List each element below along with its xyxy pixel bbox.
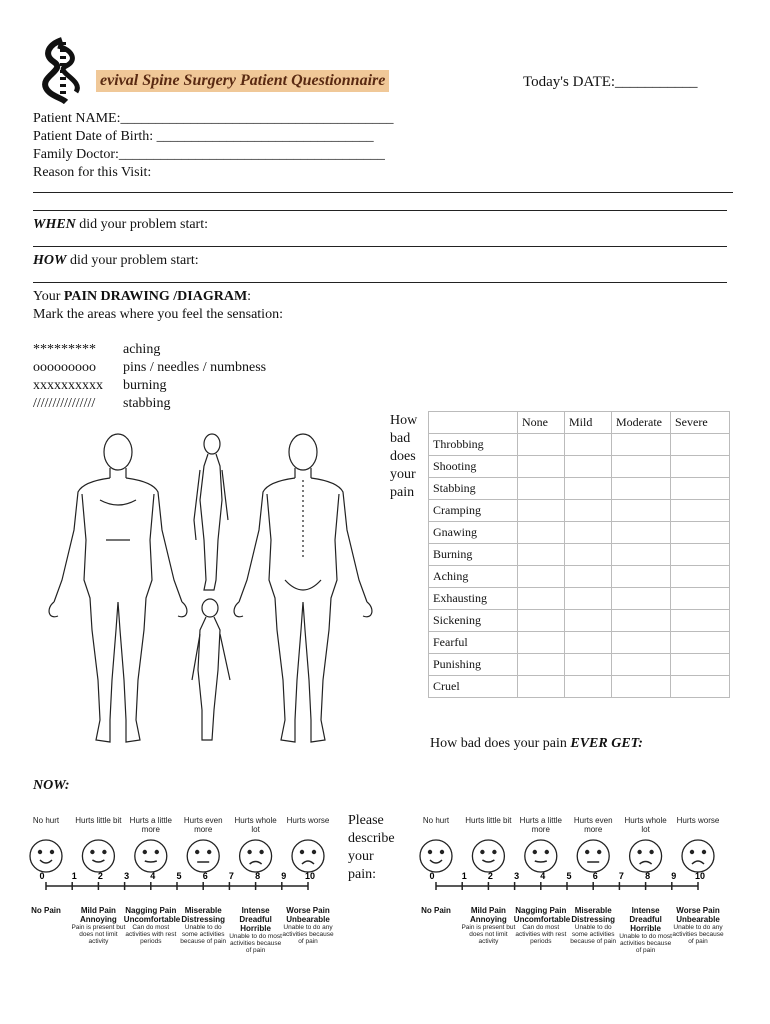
scale-number[interactable]: 3 xyxy=(124,871,130,881)
row-label: Cruel xyxy=(429,676,518,698)
cell[interactable] xyxy=(565,478,612,500)
pain-level-label xyxy=(229,906,283,954)
face-icon[interactable] xyxy=(630,840,662,872)
face-caption: Hurts little bit xyxy=(465,816,512,825)
spine-logo xyxy=(32,36,96,104)
pain-level-label xyxy=(281,906,335,945)
pain-level-description: Unable to do most activities because of pain xyxy=(229,933,282,954)
cell[interactable] xyxy=(565,544,612,566)
face-caption: No hurt xyxy=(32,816,60,825)
cell[interactable] xyxy=(565,676,612,698)
pain-level-description: Unable to do most activities because of pain xyxy=(619,933,672,954)
describe-pain-label: Please describe your pain: xyxy=(348,813,395,882)
pain-scale-ever[interactable] xyxy=(418,814,728,984)
pain-level-description: Unable to do any activities because of pain xyxy=(672,924,724,945)
cell[interactable] xyxy=(671,434,730,456)
pain-level-description: Unable to do some activities because of pain xyxy=(570,924,617,945)
scale-number[interactable]: 0 xyxy=(429,871,435,881)
pain-level-subtitle: Uncomfortable xyxy=(513,915,571,924)
pain-level-title: Intense Dreadful Horrible xyxy=(239,906,272,933)
scale-number[interactable]: 3 xyxy=(514,871,520,881)
pain-drawing-heading: Your PAIN DRAWING /DIAGRAM: xyxy=(33,289,252,304)
pain-level-title: Mild Pain xyxy=(80,906,116,915)
scale-number[interactable]: 8 xyxy=(255,871,261,881)
cell[interactable] xyxy=(518,500,565,522)
cell[interactable] xyxy=(565,456,612,478)
scale-number[interactable]: 1 xyxy=(71,871,77,881)
cell[interactable] xyxy=(671,478,730,500)
document-title: evival Spine Surgery Patient Questionnaire xyxy=(96,70,389,92)
table-row xyxy=(429,654,730,676)
row-label: Gnawing xyxy=(429,522,518,544)
now-label: NOW: xyxy=(33,778,70,793)
cell[interactable] xyxy=(612,522,671,544)
cell[interactable] xyxy=(565,434,612,456)
row-label: Burning xyxy=(429,544,518,566)
cell[interactable] xyxy=(518,434,565,456)
cell[interactable] xyxy=(518,632,565,654)
face-icon[interactable] xyxy=(420,840,452,872)
cell[interactable] xyxy=(518,456,565,478)
scale-number[interactable]: 9 xyxy=(281,871,287,881)
row-label: Sickening xyxy=(429,610,518,632)
face-caption: Hurts worse xyxy=(286,816,330,825)
cell[interactable] xyxy=(565,632,612,654)
face-caption: Hurts a little more xyxy=(129,816,172,834)
table-corner xyxy=(429,412,518,434)
cell[interactable] xyxy=(518,478,565,500)
table-row xyxy=(429,478,730,500)
legend-row-burning: xxxxxxxxxx burning xyxy=(33,378,167,393)
mark-areas-instruction: Mark the areas where you feel the sensation: xyxy=(33,307,283,322)
pain-level-label xyxy=(513,906,571,945)
legend-row-stabbing: //////////////// stabbing xyxy=(33,396,171,411)
cell[interactable] xyxy=(565,566,612,588)
pain-level-title: Miserable Distressing xyxy=(571,906,615,924)
face-caption: Hurts worse xyxy=(676,816,720,825)
scale-number[interactable]: 1 xyxy=(461,871,467,881)
how-line[interactable] xyxy=(33,282,727,283)
row-label: Stabbing xyxy=(429,478,518,500)
cell[interactable] xyxy=(518,676,565,698)
pain-level-title: Mild Pain xyxy=(470,906,506,915)
scale-number[interactable]: 5 xyxy=(566,871,572,881)
pain-level-title: Nagging Pain xyxy=(515,906,567,915)
cell[interactable] xyxy=(518,588,565,610)
row-label: Throbbing xyxy=(429,434,518,456)
scale-number[interactable]: 5 xyxy=(176,871,182,881)
cell[interactable] xyxy=(671,632,730,654)
pain-level-label xyxy=(671,906,725,945)
body-diagram[interactable] xyxy=(40,430,385,760)
scale-number[interactable]: 4 xyxy=(540,871,546,881)
pain-level-description: Pain is present but does not limit activity xyxy=(461,924,516,945)
how-label: HOW did your problem start: xyxy=(33,253,199,268)
pain-level-label xyxy=(566,906,620,945)
reason-line-1[interactable] xyxy=(33,192,733,193)
cell[interactable] xyxy=(612,500,671,522)
scale-number[interactable]: 7 xyxy=(618,871,624,881)
face-caption: Hurts whole lot xyxy=(234,816,277,834)
scale-number[interactable]: 10 xyxy=(304,871,316,881)
back-figure xyxy=(234,434,372,742)
face-caption: Hurts a little more xyxy=(519,816,562,834)
face-icon[interactable] xyxy=(292,840,324,872)
pain-level-title: No Pain xyxy=(31,906,61,915)
table-row xyxy=(429,676,730,698)
scale-number[interactable]: 6 xyxy=(202,871,208,881)
pain-level-title: Intense Dreadful Horrible xyxy=(629,906,662,933)
pain-level-description: Can do most activities with rest periods xyxy=(125,924,177,945)
patient-name-field[interactable]: Patient NAME:_______________________________________ xyxy=(33,111,394,126)
face-icon[interactable] xyxy=(525,840,557,872)
symbol-legend xyxy=(33,341,266,413)
cell[interactable] xyxy=(612,566,671,588)
cell[interactable] xyxy=(612,544,671,566)
col-moderate: Moderate xyxy=(612,412,671,434)
table-row xyxy=(429,544,730,566)
pain-level-subtitle: Uncomfortable xyxy=(123,915,181,924)
table-row xyxy=(429,632,730,654)
table-row xyxy=(429,456,730,478)
cell[interactable] xyxy=(671,654,730,676)
cell[interactable] xyxy=(671,500,730,522)
pain-level-label xyxy=(71,906,125,945)
cell[interactable] xyxy=(671,610,730,632)
cell[interactable] xyxy=(565,610,612,632)
cell[interactable] xyxy=(612,456,671,478)
cell[interactable] xyxy=(518,566,565,588)
pain-level-description: Pain is present but does not limit activity xyxy=(71,924,126,945)
pain-level-label xyxy=(461,906,515,945)
when-label: WHEN did your problem start: xyxy=(33,217,208,232)
cell[interactable] xyxy=(671,588,730,610)
cell[interactable] xyxy=(671,522,730,544)
face-caption: Hurts even more xyxy=(183,816,223,834)
pain-level-label xyxy=(409,906,463,915)
cell[interactable] xyxy=(518,522,565,544)
row-label: Fearful xyxy=(429,632,518,654)
cell[interactable] xyxy=(612,654,671,676)
pain-level-label xyxy=(123,906,181,945)
row-label: Aching xyxy=(429,566,518,588)
cell[interactable] xyxy=(565,522,612,544)
scale-number[interactable]: 2 xyxy=(97,871,103,881)
todays-date-field[interactable]: Today's DATE:___________ xyxy=(523,74,698,90)
when-line[interactable] xyxy=(33,246,727,247)
cell[interactable] xyxy=(612,588,671,610)
scale-number[interactable]: 0 xyxy=(39,871,45,881)
legend-row-aching: ********* aching xyxy=(33,342,161,357)
cell[interactable] xyxy=(612,610,671,632)
table-header-row xyxy=(429,412,730,434)
cell[interactable] xyxy=(671,566,730,588)
pain-level-description: Can do most activities with rest periods xyxy=(515,924,567,945)
col-severe: Severe xyxy=(671,412,730,434)
cell[interactable] xyxy=(612,434,671,456)
col-none: None xyxy=(518,412,565,434)
cell[interactable] xyxy=(518,610,565,632)
face-icon[interactable] xyxy=(187,840,219,872)
scale-number[interactable]: 9 xyxy=(671,871,677,881)
reason-line-2[interactable] xyxy=(33,210,727,211)
pain-level-title: Worse Pain Unbearable xyxy=(286,906,330,924)
row-label: Shooting xyxy=(429,456,518,478)
row-label: Punishing xyxy=(429,654,518,676)
pain-level-title: Miserable Distressing xyxy=(181,906,225,924)
how-bad-side-label: How bad does your pain xyxy=(390,413,418,500)
pain-quality-table xyxy=(428,411,730,698)
face-icon[interactable] xyxy=(472,840,504,872)
pain-level-title: No Pain xyxy=(421,906,451,915)
pain-level-label xyxy=(176,906,230,945)
face-caption: Hurts little bit xyxy=(75,816,122,825)
row-label: Cramping xyxy=(429,500,518,522)
face-caption: Hurts even more xyxy=(573,816,613,834)
reason-label: Reason for this Visit: xyxy=(33,165,152,180)
pain-level-label xyxy=(19,906,73,915)
face-icon[interactable] xyxy=(240,840,272,872)
ever-get-label: How bad does your pain EVER GET: xyxy=(430,736,643,751)
table-row xyxy=(429,434,730,456)
row-label: Exhausting xyxy=(429,588,518,610)
cell[interactable] xyxy=(565,588,612,610)
legend-row-pins: ooooooooo pins / needles / numbness xyxy=(33,360,267,375)
table-row xyxy=(429,522,730,544)
pain-level-title: Nagging Pain xyxy=(125,906,177,915)
pain-level-description: Unable to do some activities because of pain xyxy=(180,924,227,945)
cell[interactable] xyxy=(612,632,671,654)
face-icon[interactable] xyxy=(30,840,62,872)
cell[interactable] xyxy=(565,654,612,676)
cell[interactable] xyxy=(518,544,565,566)
family-doctor-field[interactable]: Family Doctor:______________________________________ xyxy=(33,147,385,162)
pain-level-title: Worse Pain Unbearable xyxy=(676,906,720,924)
face-caption: No hurt xyxy=(422,816,450,825)
table-row xyxy=(429,566,730,588)
table-row xyxy=(429,500,730,522)
side-figure-bottom xyxy=(192,599,230,740)
pain-scale-now[interactable] xyxy=(28,814,338,984)
face-caption: Hurts whole lot xyxy=(624,816,667,834)
scale-number[interactable]: 6 xyxy=(592,871,598,881)
cell[interactable] xyxy=(671,544,730,566)
scale-number[interactable]: 10 xyxy=(694,871,706,881)
cell[interactable] xyxy=(671,676,730,698)
table-row xyxy=(429,588,730,610)
scale-number[interactable]: 7 xyxy=(228,871,234,881)
pain-level-subtitle: Annoying xyxy=(79,915,117,924)
side-figure-top xyxy=(194,434,228,590)
cell[interactable] xyxy=(565,500,612,522)
scale-number[interactable]: 2 xyxy=(487,871,493,881)
face-icon[interactable] xyxy=(135,840,167,872)
cell[interactable] xyxy=(518,654,565,676)
patient-dob-field[interactable]: Patient Date of Birth: _______________________________ xyxy=(33,129,374,144)
face-icon[interactable] xyxy=(577,840,609,872)
cell[interactable] xyxy=(612,478,671,500)
cell[interactable] xyxy=(671,456,730,478)
front-figure xyxy=(49,434,187,742)
scale-number[interactable]: 8 xyxy=(645,871,651,881)
face-icon[interactable] xyxy=(682,840,714,872)
pain-level-label xyxy=(619,906,673,954)
face-icon[interactable] xyxy=(82,840,114,872)
pain-level-description: Unable to do any activities because of pain xyxy=(282,924,334,945)
table-row xyxy=(429,610,730,632)
col-mild: Mild xyxy=(565,412,612,434)
pain-level-subtitle: Annoying xyxy=(469,915,507,924)
scale-number[interactable]: 4 xyxy=(150,871,156,881)
cell[interactable] xyxy=(612,676,671,698)
